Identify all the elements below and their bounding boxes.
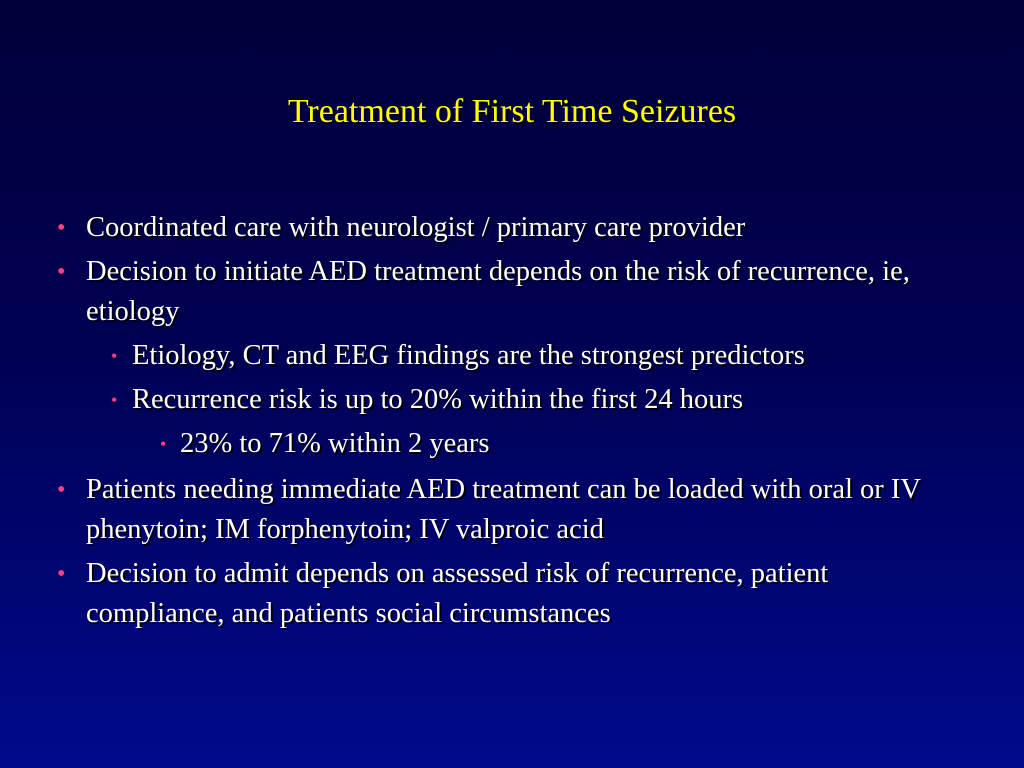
bullet-text: Patients needing immediate AED treatment can be loaded with oral or IV phenytoin; IM forphenytoin; IV valproic acid [86, 474, 921, 545]
bullet-icon: • [57, 259, 66, 285]
bullet-icon: • [111, 346, 118, 366]
bullet-icon: • [57, 477, 66, 503]
sub-bullet-item [0, 380, 1024, 420]
bullet-text: Decision to initiate AED treatment depends on the risk of recurrence, ie, etiology [86, 256, 910, 327]
bullet-item [0, 554, 1024, 634]
sub-bullet-item [0, 336, 1024, 376]
bullet-text: 23% to 71% within 2 years [180, 428, 490, 459]
slide-title: Treatment of First Time Seizures [287, 93, 737, 130]
bullet-item [0, 208, 1024, 248]
bullet-icon: • [57, 215, 66, 241]
bullet-icon: • [57, 561, 66, 587]
bullet-text: Recurrence risk is up to 20% within the first 24 hours [132, 384, 744, 415]
bullet-list [0, 208, 1024, 638]
bullet-icon: • [160, 434, 167, 454]
bullet-icon: • [111, 390, 118, 410]
bullet-item [0, 470, 1024, 550]
bullet-item [0, 252, 1024, 332]
bullet-text: Etiology, CT and EEG findings are the strongest predictors [132, 340, 805, 371]
bullet-text: Coordinated care with neurologist / primary care provider [86, 212, 746, 243]
sub-sub-bullet-item [0, 424, 1024, 464]
bullet-text: Decision to admit depends on assessed risk of recurrence, patient compliance, and patients social circumstances [86, 558, 829, 629]
